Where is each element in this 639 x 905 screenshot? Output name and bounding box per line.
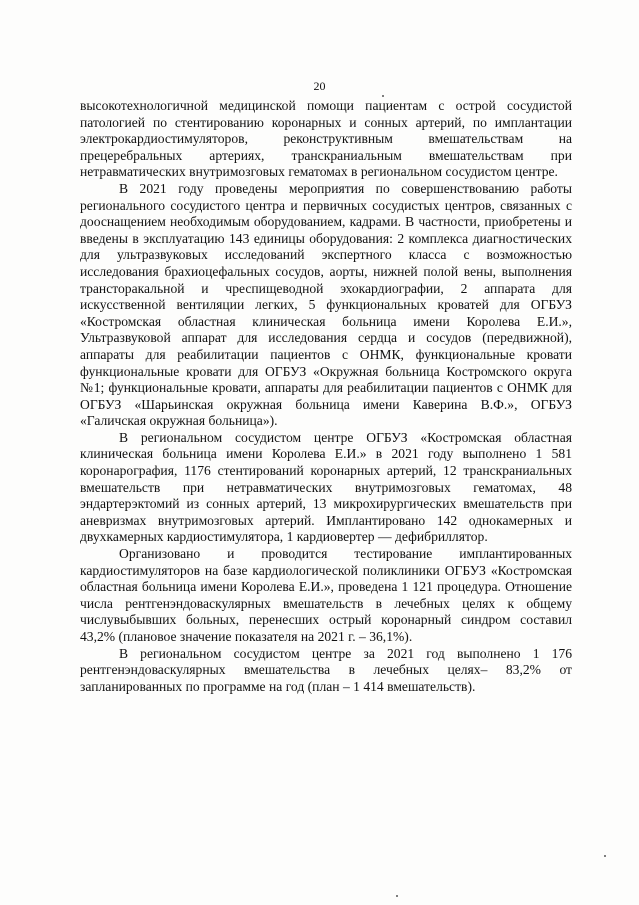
scan-speck <box>604 855 606 857</box>
paragraph-2: В 2021 году проведены мероприятия по совершенствованию работы регионального сосудистого центра и первичных сосудистых центров, связанных с дооснащением необходимым оборудованием, кадрами. В частности, приобретены и введены в эксплуатацию 143 единицы оборудования: 2 комплекса диагностических для ультразвуковых исследований экспертного класса с возможностью исследования брахиоцефальных сосудов, аорты, нижней полой вены, выполнения трансторакальной и чреспищеводной эхокардиографии, 2 аппарата для искусственной вентиляции легких, 5 функциональных кроватей для ОГБУЗ «Костромская областная клиническая больница имени Королева Е.И.», Ультразвуковой аппарат для исследования сердца и сосудов (передвижной), аппараты для реабилитации пациентов с ОНМК, функциональные кровати функциональные кровати для ОГБУЗ «Окружная больница Костромского округа №1; функциональные кровати, аппараты для реабилитации пациентов с ОНМК для ОГБУЗ «Шарьинская окружная больница имени Каверина В.Ф.», ОГБУЗ «Галичская окружная больница»). <box>80 180 572 429</box>
scan-speck <box>382 95 384 97</box>
paragraph-5: В региональном сосудистом центре за 2021 год выполнено 1 176 рентгенэндоваскулярных вмешательства в лечебных целях– 83,2% от запланированных по программе на год (план – 1 414 вмешательств). <box>80 645 572 694</box>
paragraph-4: Организовано и проводится тестирование имплантированных кардиостимуляторов на базе кардиологической поликлиники ОГБУЗ «Костромская областная больница имени Королева Е.И.», проведена 1 121 процедура. Отношение числа рентгенэндоваскулярных вмешательств в лечебных целях к общему числувыбывших больных, перенесших острый коронарный синдром составил 43,2% (плановое значение показателя на 2021 г. – 36,1%). <box>80 546 572 644</box>
paragraph-3: В региональном сосудистом центре ОГБУЗ «Костромская областная клиническая больница имени Королева Е.И.» в 2021 году выполнено 1 581 коронарография, 1176 стентирований коронарных артерий, 12 транскраниальных вмешательств при нетравматических внутримозговых гематомах, 48 эндартерэктомий из сонных артерий, 13 микрохирургических вмешательств при аневризмах внутримозговых артерий. Имплантировано 142 однокамерных и двухкамерных кардиостимулятора, 1 кардиовертер — дефибриллятор. <box>80 429 572 545</box>
paragraph-1: высокотехнологичной медицинской помощи пациентам с острой сосудистой патологией по стентированию коронарных и сонных артерий, по имплантации электрокардиостимуляторов, реконструктивным вмешательствам на прецеребральных артериях, транскраниальным вмешательствам при нетравматических внутримозговых гематомах в региональном сосудистом центре. <box>80 98 572 180</box>
scan-speck <box>396 895 398 897</box>
page-number: 20 <box>313 79 326 93</box>
document-body <box>80 98 572 695</box>
